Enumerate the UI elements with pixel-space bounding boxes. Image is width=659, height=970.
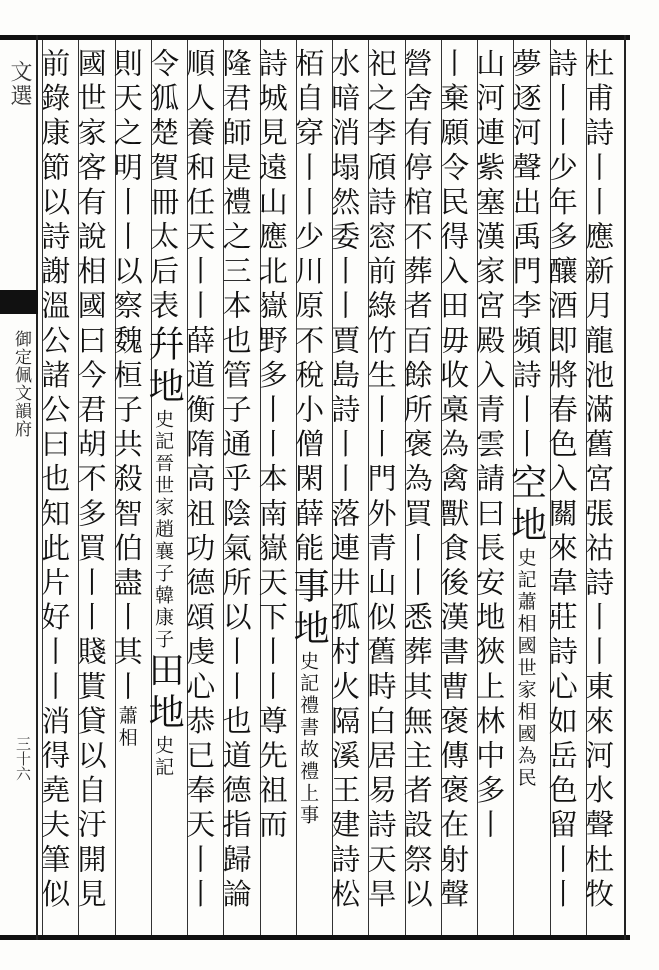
body-text: 順人養和任天丨丨薛道衡隋高祖功德頌虔心恭已奉天丨丨	[182, 48, 217, 913]
text-column	[436, 48, 475, 928]
text-column	[109, 48, 149, 928]
text-column	[73, 48, 112, 928]
body-text: 山河連紫塞漢家宮殿入青雲	[472, 48, 507, 464]
body-text: 營舍有停棺不葬者百餘所褒為買丨丨悉葬其無主者設祭以	[399, 48, 434, 913]
text-column	[363, 48, 402, 928]
body-text: 栢自穿丨丨少川原不稅小僧閑薛能	[291, 48, 326, 567]
body-text: 水暗消塌然委丨丨賈島詩丨丨落連井孤村火隔溪王建詩松	[327, 48, 362, 913]
body-text: 前錄康節以詩謝溫公諸公曰也知此片好丨丨消得堯夫筆似	[37, 48, 72, 913]
headword: 事地	[288, 567, 330, 651]
text-column	[288, 48, 330, 928]
frame-right-rule	[624, 35, 626, 940]
annotation-text: 史記蕭相國世家相國為民	[514, 547, 537, 790]
text-column	[143, 48, 185, 928]
text-column	[581, 48, 620, 928]
body-text: 魏桓子共殺智伯盡丨其丨	[109, 324, 144, 706]
annotation-text: 蕭相	[115, 705, 138, 750]
page-number: 三十六	[14, 736, 32, 781]
body-text: 隆君師是禮之三本也管子通乎陰氣所以丨丨也道德指歸論	[218, 48, 253, 913]
body-text: 丨棄願令民得入田毋收槀為禽獸食後漢書曹褒傳褒在射聲	[436, 48, 471, 913]
text-column	[472, 48, 511, 928]
headword: 田地	[143, 650, 185, 735]
text-column	[254, 48, 294, 928]
headword: 幷地	[143, 324, 185, 409]
body-text: 令狐楚賀冊太后表	[146, 48, 181, 325]
section-label: 御定佩文韻府	[11, 330, 31, 438]
annotation-text: 史記禮書故禮上事	[297, 651, 320, 827]
text-column	[327, 48, 366, 928]
body-text: 請曰長安地狹上林中多丨	[472, 463, 507, 844]
text-column	[37, 48, 76, 928]
headword: 空地	[505, 463, 547, 548]
body-text: 杜甫詩丨丨應新月龍池滿舊宮張祜詩丨丨東來河水聲杜牧	[581, 48, 616, 913]
text-column	[505, 48, 547, 928]
annotation-text: 史記晉世家趙襄子韓康子	[152, 408, 175, 651]
annotation-text: 史記	[152, 734, 175, 779]
body-text: 夢逐河聲出禹門李頻詩丨丨	[508, 48, 543, 464]
text-column	[544, 48, 584, 928]
text-column	[399, 48, 439, 928]
body-text: 詩丨丨少年多釀酒即將春色入關來韋莊詩心如岳色留丨丨	[544, 48, 579, 913]
running-title: 文選	[7, 60, 32, 108]
text-column	[182, 48, 221, 928]
body-text: 則天之明丨丨以察	[109, 48, 144, 325]
text-column	[218, 48, 257, 928]
body-text: 國世家客有說相國曰今君胡不多買丨丨賤貰貸以自汙開見	[73, 48, 108, 913]
body-text: 祀之李頎詩窓前綠竹生丨丨門外青山似舊時白居易詩天旱	[363, 48, 398, 913]
body-text: 詩城見遠山應北嶽野多丨丨本南嶽天下丨丨尊先祖而	[254, 48, 289, 844]
